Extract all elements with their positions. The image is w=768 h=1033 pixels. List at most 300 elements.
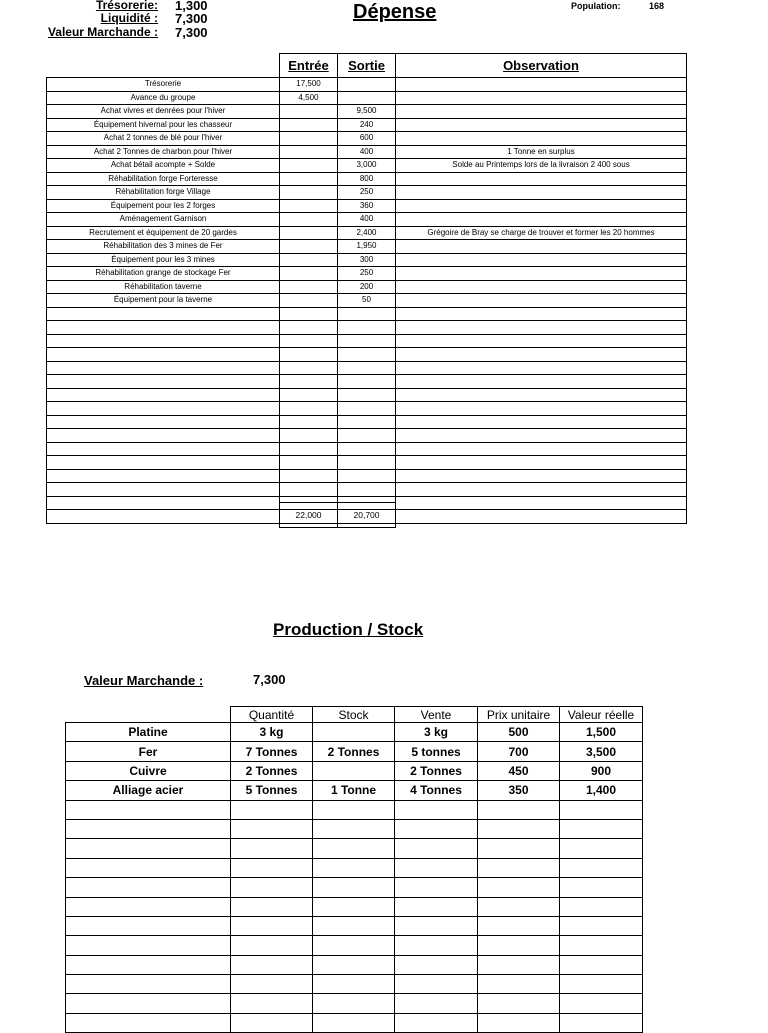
row-sortie: [338, 469, 396, 483]
row-observation: [396, 348, 687, 362]
population-label: Population:: [571, 1, 621, 11]
row-label: [47, 348, 280, 362]
table-row: [47, 159, 687, 173]
prod-name: [66, 1013, 231, 1032]
row-label: [47, 321, 280, 335]
prod-prix: [478, 839, 560, 858]
row-entree: [280, 240, 338, 254]
prod-name: [66, 897, 231, 916]
table-row: [47, 294, 687, 308]
table-row: [66, 839, 643, 858]
prod-name: [66, 858, 231, 877]
table-row: [47, 280, 687, 294]
row-observation: [396, 199, 687, 213]
production-valeur-value: 7,300: [253, 672, 286, 687]
row-label: Équipement pour la taverne: [47, 294, 280, 308]
row-observation: [396, 469, 687, 483]
row-observation: [396, 186, 687, 200]
row-entree: [280, 294, 338, 308]
table-row: [47, 186, 687, 200]
prod-prix: [478, 800, 560, 819]
row-label: [47, 429, 280, 443]
table-row: [47, 172, 687, 186]
prod-stock: [313, 1013, 395, 1032]
table-row: [47, 442, 687, 456]
prod-stock: [313, 975, 395, 994]
prod-prix: [478, 819, 560, 838]
row-label: Avance du groupe: [47, 91, 280, 105]
row-label: [47, 510, 280, 524]
table-row: [66, 742, 643, 761]
row-sortie: [338, 388, 396, 402]
table-row: [47, 132, 687, 146]
table-row: [47, 388, 687, 402]
table-row: [47, 456, 687, 470]
row-sortie: 400: [338, 145, 396, 159]
prod-name: [66, 916, 231, 935]
row-label: Réhabilitation forge Village: [47, 186, 280, 200]
liquidite-value: 7,300: [175, 11, 208, 26]
row-sortie: 600: [338, 132, 396, 146]
prod-prix: 350: [478, 781, 560, 800]
table-row: [47, 361, 687, 375]
row-observation: [396, 118, 687, 132]
row-entree: [280, 132, 338, 146]
table-row: [47, 199, 687, 213]
row-observation: [396, 321, 687, 335]
prod-name: Alliage acier: [66, 781, 231, 800]
prod-name: [66, 800, 231, 819]
row-sortie: [338, 429, 396, 443]
row-entree: [280, 213, 338, 227]
prod-quantite: 3 kg: [231, 723, 313, 742]
prod-valeur: [560, 819, 643, 838]
prod-quantite: [231, 839, 313, 858]
liquidite-label: Liquidité :: [100, 11, 158, 25]
row-sortie: [338, 334, 396, 348]
table-row: [47, 213, 687, 227]
row-sortie: [338, 442, 396, 456]
row-label: [47, 442, 280, 456]
row-label: Achat vivres et denrées pour l'hiver: [47, 105, 280, 119]
population-value: 168: [649, 1, 665, 11]
prod-valeur: [560, 994, 643, 1013]
prod-vente: [395, 819, 478, 838]
prod-valeur: [560, 897, 643, 916]
row-observation: [396, 361, 687, 375]
row-entree: [280, 267, 338, 281]
row-sortie: 800: [338, 172, 396, 186]
row-observation: [396, 456, 687, 470]
prod-valeur: [560, 839, 643, 858]
prod-prix: [478, 858, 560, 877]
page-title: Dépense: [353, 1, 437, 23]
prod-vente: [395, 839, 478, 858]
row-observation: [396, 172, 687, 186]
table-row: [66, 936, 643, 955]
row-observation: [396, 213, 687, 227]
prod-valeur: [560, 955, 643, 974]
row-sortie: [338, 375, 396, 389]
prod-vente: 5 tonnes: [395, 742, 478, 761]
prod-valeur: 3,500: [560, 742, 643, 761]
row-observation: [396, 280, 687, 294]
prod-stock: 1 Tonne: [313, 781, 395, 800]
prod-quantite: [231, 878, 313, 897]
row-sortie: 1,950: [338, 240, 396, 254]
table-row: [47, 240, 687, 254]
row-sortie: [338, 483, 396, 497]
header-blank: [47, 54, 280, 78]
row-sortie: [338, 348, 396, 362]
prod-name: [66, 819, 231, 838]
table-row: [47, 402, 687, 416]
header-observation: Observation: [396, 54, 687, 78]
row-sortie: 50: [338, 294, 396, 308]
row-sortie: 240: [338, 118, 396, 132]
row-label: Réhabilitation des 3 mines de Fer: [47, 240, 280, 254]
total-entree: 22,000: [280, 503, 338, 528]
prod-header-valeur: Valeur réelle: [560, 707, 643, 723]
row-observation: Grégoire de Bray se charge de trouver et former les 20 hommes: [396, 226, 687, 240]
row-observation: [396, 510, 687, 524]
prod-vente: [395, 897, 478, 916]
row-label: [47, 496, 280, 510]
prod-name: Fer: [66, 742, 231, 761]
header-entree: Entrée: [280, 54, 338, 78]
row-sortie: 2,400: [338, 226, 396, 240]
table-row: [66, 916, 643, 935]
row-entree: [280, 159, 338, 173]
production-header-row: [66, 707, 643, 723]
production-title: Production / Stock: [273, 620, 424, 639]
table-row: [66, 1013, 643, 1032]
row-sortie: 3,000: [338, 159, 396, 173]
row-observation: [396, 132, 687, 146]
header-sortie: Sortie: [338, 54, 396, 78]
row-label: Achat 2 tonnes de blé pour l'hiver: [47, 132, 280, 146]
row-entree: [280, 253, 338, 267]
table-row: [66, 723, 643, 742]
prod-stock: [313, 761, 395, 780]
prod-stock: [313, 723, 395, 742]
prod-valeur: [560, 975, 643, 994]
prod-quantite: [231, 975, 313, 994]
table-row: [47, 253, 687, 267]
row-label: [47, 415, 280, 429]
row-entree: [280, 375, 338, 389]
row-observation: [396, 240, 687, 254]
prod-valeur: [560, 936, 643, 955]
row-entree: [280, 483, 338, 497]
row-entree: [280, 334, 338, 348]
prod-valeur: [560, 1013, 643, 1032]
prod-stock: 2 Tonnes: [313, 742, 395, 761]
table-row: [66, 878, 643, 897]
prod-header-quantite: Quantité: [231, 707, 313, 723]
prod-vente: [395, 800, 478, 819]
row-observation: [396, 105, 687, 119]
prod-quantite: 5 Tonnes: [231, 781, 313, 800]
row-entree: [280, 415, 338, 429]
table-row: [66, 858, 643, 877]
row-label: Réhabilitation forge Forteresse: [47, 172, 280, 186]
prod-name: [66, 994, 231, 1013]
prod-stock: [313, 936, 395, 955]
row-entree: [280, 226, 338, 240]
row-sortie: 250: [338, 267, 396, 281]
table-row: [66, 819, 643, 838]
prod-vente: [395, 936, 478, 955]
prod-valeur: 900: [560, 761, 643, 780]
table-row: [66, 994, 643, 1013]
row-observation: [396, 334, 687, 348]
prod-name: [66, 839, 231, 858]
row-observation: [396, 78, 687, 92]
prod-name: [66, 955, 231, 974]
prod-prix: [478, 936, 560, 955]
row-observation: [396, 388, 687, 402]
row-entree: [280, 105, 338, 119]
prod-valeur: [560, 858, 643, 877]
row-label: [47, 388, 280, 402]
prod-stock: [313, 994, 395, 1013]
row-sortie: [338, 91, 396, 105]
prod-prix: [478, 897, 560, 916]
prod-name: Cuivre: [66, 761, 231, 780]
depense-header-row: [47, 54, 687, 78]
table-row: [47, 118, 687, 132]
prod-prix: [478, 994, 560, 1013]
row-label: [47, 307, 280, 321]
row-entree: 17,500: [280, 78, 338, 92]
prod-quantite: 7 Tonnes: [231, 742, 313, 761]
row-sortie: [338, 307, 396, 321]
production-table: [65, 706, 643, 1033]
prod-quantite: 2 Tonnes: [231, 761, 313, 780]
row-entree: [280, 321, 338, 335]
table-row: [66, 955, 643, 974]
table-row: [47, 307, 687, 321]
tresorerie-label: Trésorerie:: [95, 0, 158, 12]
prod-quantite: [231, 994, 313, 1013]
row-sortie: 300: [338, 253, 396, 267]
prod-stock: [313, 858, 395, 877]
prod-valeur: [560, 800, 643, 819]
row-entree: [280, 469, 338, 483]
table-row: [47, 267, 687, 281]
total-sortie: 20,700: [338, 503, 396, 528]
row-entree: [280, 307, 338, 321]
row-observation: [396, 375, 687, 389]
prod-vente: [395, 916, 478, 935]
prod-quantite: [231, 800, 313, 819]
table-row: [47, 348, 687, 362]
row-observation: [396, 253, 687, 267]
table-row: [66, 761, 643, 780]
prod-header-vente: Vente: [395, 707, 478, 723]
row-label: Réhabilitation taverne: [47, 280, 280, 294]
prod-vente: [395, 858, 478, 877]
valeur-marchande-value: 7,300: [175, 25, 208, 40]
prod-name: [66, 936, 231, 955]
prod-quantite: [231, 1013, 313, 1032]
row-observation: 1 Tonne en surplus: [396, 145, 687, 159]
row-entree: [280, 361, 338, 375]
row-label: Aménagement Garnison: [47, 213, 280, 227]
prod-prix: [478, 878, 560, 897]
table-row: [47, 375, 687, 389]
prod-prix: [478, 975, 560, 994]
prod-valeur: 1,400: [560, 781, 643, 800]
table-row: [66, 800, 643, 819]
prod-quantite: [231, 819, 313, 838]
row-sortie: 9,500: [338, 105, 396, 119]
prod-quantite: [231, 916, 313, 935]
prod-header-prix: Prix unitaire: [478, 707, 560, 723]
row-label: Achat 2 Tonnes de charbon pour l'hiver: [47, 145, 280, 159]
prod-stock: [313, 916, 395, 935]
prod-prix: [478, 1013, 560, 1032]
row-label: Équipement pour les 3 mines: [47, 253, 280, 267]
prod-valeur: [560, 916, 643, 935]
row-entree: [280, 388, 338, 402]
prod-stock: [313, 800, 395, 819]
prod-vente: [395, 1013, 478, 1032]
table-row: [66, 781, 643, 800]
prod-valeur: 1,500: [560, 723, 643, 742]
row-entree: 4,500: [280, 91, 338, 105]
totals-row: [280, 503, 396, 528]
row-sortie: 200: [338, 280, 396, 294]
prod-prix: 500: [478, 723, 560, 742]
row-entree: [280, 118, 338, 132]
row-label: [47, 334, 280, 348]
prod-stock: [313, 878, 395, 897]
row-observation: [396, 267, 687, 281]
row-label: [47, 483, 280, 497]
prod-prix: 450: [478, 761, 560, 780]
row-observation: [396, 442, 687, 456]
row-entree: [280, 456, 338, 470]
table-row: [47, 415, 687, 429]
row-sortie: [338, 78, 396, 92]
row-sortie: [338, 415, 396, 429]
prod-vente: 2 Tonnes: [395, 761, 478, 780]
table-row: [47, 145, 687, 159]
prod-stock: [313, 955, 395, 974]
table-row: [66, 897, 643, 916]
prod-stock: [313, 897, 395, 916]
row-sortie: 360: [338, 199, 396, 213]
prod-quantite: [231, 955, 313, 974]
row-sortie: [338, 402, 396, 416]
row-observation: [396, 307, 687, 321]
row-entree: [280, 348, 338, 362]
prod-valeur: [560, 878, 643, 897]
row-observation: [396, 483, 687, 497]
row-observation: [396, 429, 687, 443]
table-row: [47, 334, 687, 348]
row-label: Équipement hivernal pour les chasseur: [47, 118, 280, 132]
table-row: [47, 321, 687, 335]
table-row: [47, 483, 687, 497]
row-sortie: [338, 456, 396, 470]
prod-vente: [395, 994, 478, 1013]
row-label: Recrutement et équipement de 20 gardes: [47, 226, 280, 240]
row-observation: [396, 402, 687, 416]
row-label: [47, 402, 280, 416]
row-label: [47, 456, 280, 470]
row-sortie: [338, 321, 396, 335]
prod-quantite: [231, 936, 313, 955]
row-observation: [396, 496, 687, 510]
prod-quantite: [231, 858, 313, 877]
row-entree: [280, 442, 338, 456]
row-observation: [396, 294, 687, 308]
table-row: [47, 226, 687, 240]
prod-prix: [478, 916, 560, 935]
totals-table: [279, 502, 396, 528]
valeur-marchande-label: Valeur Marchande :: [47, 25, 158, 39]
row-entree: [280, 172, 338, 186]
row-sortie: 250: [338, 186, 396, 200]
table-row: [66, 975, 643, 994]
depense-table: [46, 53, 687, 524]
table-row: [47, 469, 687, 483]
prod-vente: 3 kg: [395, 723, 478, 742]
prod-name: [66, 975, 231, 994]
row-entree: [280, 199, 338, 213]
prod-prix: [478, 955, 560, 974]
prod-header-stock: Stock: [313, 707, 395, 723]
row-sortie: [338, 361, 396, 375]
row-entree: [280, 280, 338, 294]
prod-name: [66, 878, 231, 897]
row-label: [47, 469, 280, 483]
table-row: [47, 429, 687, 443]
prod-stock: [313, 819, 395, 838]
prod-name: Platine: [66, 723, 231, 742]
prod-stock: [313, 839, 395, 858]
row-label: [47, 375, 280, 389]
row-observation: [396, 415, 687, 429]
prod-vente: [395, 975, 478, 994]
row-sortie: 400: [338, 213, 396, 227]
prod-vente: [395, 955, 478, 974]
row-label: Trésorerie: [47, 78, 280, 92]
tresorerie-value: 1,300: [175, 0, 208, 13]
row-observation: Solde au Printemps lors de la livraison 2 400 sous: [396, 159, 687, 173]
prod-prix: 700: [478, 742, 560, 761]
row-entree: [280, 402, 338, 416]
table-row: [47, 105, 687, 119]
row-label: Réhabilitation grange de stockage Fer: [47, 267, 280, 281]
production-valeur-label: Valeur Marchande :: [84, 673, 204, 688]
row-label: [47, 361, 280, 375]
prod-header-blank: [66, 707, 231, 723]
table-row: [47, 91, 687, 105]
prod-quantite: [231, 897, 313, 916]
prod-vente: [395, 878, 478, 897]
row-label: Équipement pour les 2 forges: [47, 199, 280, 213]
row-entree: [280, 186, 338, 200]
row-entree: [280, 429, 338, 443]
row-observation: [396, 91, 687, 105]
table-row: [47, 78, 687, 92]
prod-vente: 4 Tonnes: [395, 781, 478, 800]
row-entree: [280, 145, 338, 159]
